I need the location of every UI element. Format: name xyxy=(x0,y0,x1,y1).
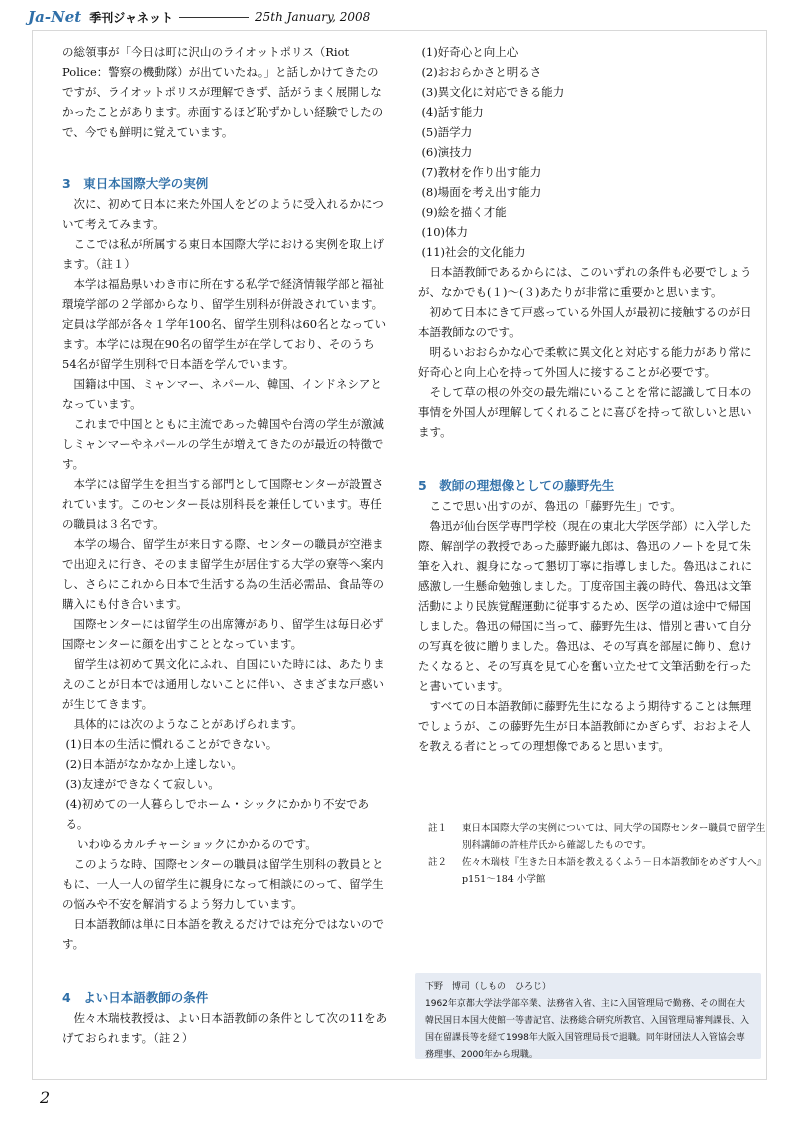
condition-item: (11)社会的文化能力 xyxy=(421,245,526,259)
list-item: (4)初めての一人暮らしでホーム・シックにかかり不安である。 xyxy=(65,797,369,831)
condition-item: (7)教材を作り出す能力 xyxy=(421,165,542,179)
footnote xyxy=(428,820,768,854)
paragraph: 日本語教師であるからには、このいずれの条件も必要でしょうが、なかでも(１)～(３)あたりが非常に重要かと思います。 xyxy=(418,265,752,299)
paragraph: 本学は福島県いわき市に所在する私学で経済情報学部と福祉環境学部の２学部からなり、留学生別科が併設されています。定員は学部が各々１学年100名、留学生別科は60名となっています。本学には現在90名の留学生が在学しており、そのうち54名が留学生別科で日本語を学んでいます。 xyxy=(62,277,387,371)
paragraph: 留学生は初めて異文化にふれ、自国にいた時には、あたりまえのことが日本では通用しないことに伴い、さまざまな戸惑いが生じてきます。 xyxy=(62,657,385,711)
paragraph: 国際センターには留学生の出席簿があり、留学生は毎日必ず国際センターに顔を出すこととなっています。 xyxy=(62,617,384,651)
section-5-heading: 5 教師の理想像としての藤野先生 xyxy=(418,478,615,493)
condition-item: (1)好奇心と向上心 xyxy=(421,45,519,59)
list-item: (1)日本の生活に慣れることができない。 xyxy=(65,737,278,751)
paragraph: すべての日本語教師に藤野先生になるよう期待することは無理でしょうが、この藤野先生が日本語教師にかぎらず、おおよそ人を教える者にとっての理想像であると思います。 xyxy=(418,699,752,753)
ja-net-logo: Ja-Net xyxy=(28,8,82,26)
author-name: 下野 博司（しもの ひろじ） xyxy=(425,982,552,992)
footnote xyxy=(428,854,768,888)
page-number: 2 xyxy=(40,1088,51,1107)
paragraph: 具体的には次のようなことがあげられます。 xyxy=(73,717,303,731)
condition-item: (10)体力 xyxy=(421,225,469,239)
intro-paragraph: の総領事が「今日は町に沢山のライオットポリス（Riot Police：警察の機動隊）が出ていたね。」と話しかけてきたのですが、ライオットポリスが理解できず、話がうまく展開しなかったことがあります。赤面するほど恥ずかしい経験でしたので、今でも鮮明に覚えています。 xyxy=(62,45,384,139)
condition-item: (2)おおらかさと明るさ xyxy=(421,65,542,79)
paragraph: 国籍は中国、ミャンマー、ネパール、韓国、インドネシアとなっています。 xyxy=(62,377,382,411)
footnote-key: 註１ xyxy=(428,823,448,834)
footnote-text: 東日本国際大学の実例については、同大学の国際センター職員で留学生別科講師の許桂芹氏から確認したものです。 xyxy=(462,823,766,851)
footnote-text: 佐々木瑞枝『生きた日本語を教えるくふう－日本語教師をめざす人へ』p151～184 小学館 xyxy=(462,857,767,885)
paragraph: これまで中国とともに主流であった韓国や台湾の学生が激減しミャンマーやネパールの学生が増えてきたのが最近の特徴です。 xyxy=(62,417,384,471)
paragraph: このような時、国際センターの職員は留学生別科の教員とともに、一人一人の留学生に親身になって相談にのって、留学生の悩みや不安を解消するよう努力しています。 xyxy=(62,857,384,911)
author-bio-text: 1962年京都大学法学部卒業、法務省入省、主に入国管理局で勤務、その間在大韓民国日本国大使館一等書記官、法務総合研究所教官、入国管理局審判課長、入国在留課長等を経て1998年大阪入国管理局長で退職。同年財団法人入管協会専務理事、2000年から現職。 xyxy=(425,999,750,1060)
issue-date: 25th January, 2008 xyxy=(255,10,371,24)
author-bio-box xyxy=(415,973,761,1059)
right-column xyxy=(418,42,758,756)
paragraph: 次に、初めて日本に来た外国人をどのように受入れるかについて考えてみます。 xyxy=(62,197,384,231)
paragraph: 明るいおおらかな心で柔軟に異文化と対応する能力があり常に好奇心と向上心を持って外国人に接することが必要です。 xyxy=(418,345,752,379)
paragraph: 魯迅が仙台医学専門学校（現在の東北大学医学部）に入学した際、解剖学の教授であった藤野巌九郎は、魯迅のノートを見て朱筆を入れ、親身になって懇切丁寧に指導しました。魯迅はこれに感激し一生懸命勉強しました。丁度帝国主義の時代、魯迅は文筆活動により民族覚醒運動に従事するため、医学の道は途中で帰国しました。魯迅の帰国に当って、藤野先生は、惜別と書いて自分の写真を彼に贈りました。魯迅は、その写真を部屋に飾り、怠けたくなると、その写真を見て心を奮い立たせて文筆活動を行ったと書いています。 xyxy=(418,519,753,693)
condition-item: (3)異文化に対応できる能力 xyxy=(421,85,565,99)
footnote-key: 註２ xyxy=(428,857,448,868)
publication-name: 季刊ジャネット xyxy=(89,10,173,25)
paragraph: そして草の根の外交の最先端にいることを常に認識して日本の事情を外国人が理解してくれることに喜びを持って欲しいと思います。 xyxy=(418,385,752,439)
list-continuation: いわゆるカルチャーショックにかかるのです。 xyxy=(76,837,317,851)
section-3-heading: 3 東日本国際大学の実例 xyxy=(62,176,209,191)
list-item: (2)日本語がなかなか上達しない。 xyxy=(65,757,243,771)
condition-item: (6)演技力 xyxy=(421,145,473,159)
condition-item: (4)話す能力 xyxy=(421,105,484,119)
left-column xyxy=(62,42,388,1048)
paragraph: ここでは私が所属する東日本国際大学における実例を取上げます。（註１） xyxy=(62,237,384,271)
header-rule xyxy=(179,17,249,18)
paragraph: 本学の場合、留学生が来日する際、センターの職員が空港まで出迎えに行き、そのまま留学生が居住する大学の寮等へ案内し、さらにこれから日本で生活する為の生活必需品、食品等の購入にも付き合います。 xyxy=(62,537,384,611)
paragraph: 本学には留学生を担当する部門として国際センターが設置されています。このセンター長は別科長を兼任しています。専任の職員は３名です。 xyxy=(62,477,384,531)
condition-item: (9)絵を描く才能 xyxy=(421,205,507,219)
list-item: (3)友達ができなくて寂しい。 xyxy=(65,777,220,791)
paragraph: 初めて日本にきて戸惑っている外国人が最初に接触するのが日本語教師なのです。 xyxy=(418,305,752,339)
section-4-heading: 4 よい日本語教師の条件 xyxy=(62,990,209,1005)
paragraph: ここで思い出すのが、魯迅の「藤野先生」です。 xyxy=(429,499,682,513)
paragraph: 佐々木瑞枝教授は、よい日本語教師の条件として次の11をあげておられます。（註２） xyxy=(62,1011,388,1045)
condition-item: (5)語学力 xyxy=(421,125,473,139)
page-header xyxy=(28,6,370,28)
footnotes xyxy=(428,820,768,888)
paragraph: 日本語教師は単に日本語を教えるだけでは充分ではないのです。 xyxy=(62,917,384,951)
condition-item: (8)場面を考え出す能力 xyxy=(421,185,542,199)
